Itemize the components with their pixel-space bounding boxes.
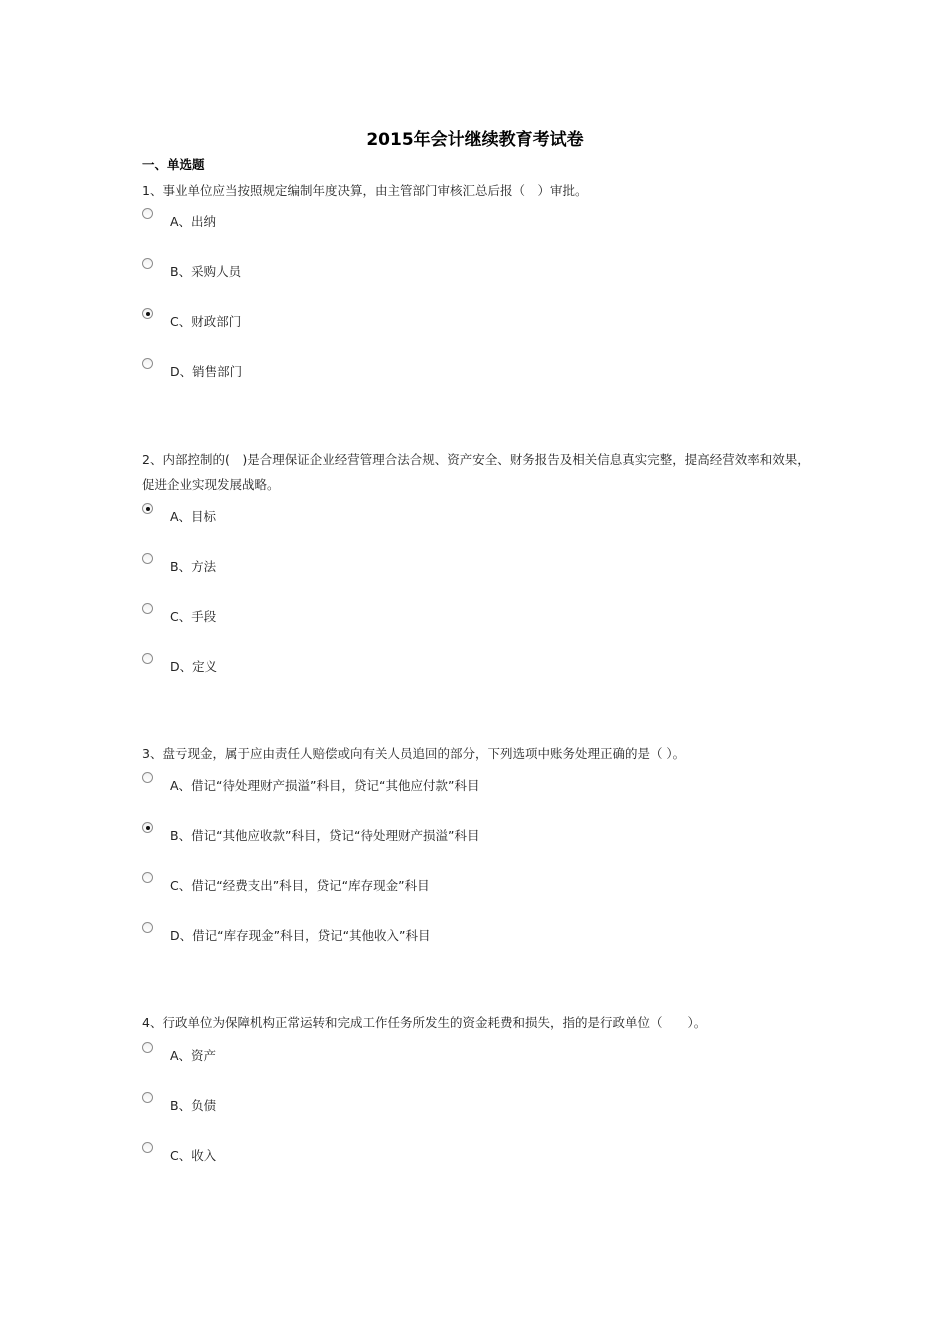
radio-button[interactable] <box>142 603 153 614</box>
option-label: A、出纳 <box>170 214 217 229</box>
question-2-text: 2、内部控制的( )是合理保证企业经营管理合法合规、资产安全、财务报告及相关信息真实完整，提高经营效率和效果，促进企业实现发展战略。 <box>142 452 810 492</box>
section-heading: 一、单选题 <box>142 157 205 172</box>
option-label: A、目标 <box>170 509 217 524</box>
radio-button[interactable] <box>142 1092 153 1103</box>
option-label: A、借记“待处理财产损溢”科目，贷记“其他应付款”科目 <box>170 778 480 793</box>
radio-button[interactable] <box>142 1142 153 1153</box>
question-4-text: 4、行政单位为保障机构正常运转和完成工作任务所发生的资金耗费和损失，指的是行政单位（ ）。 <box>142 1015 707 1030</box>
option-label: C、借记“经费支出”科目，贷记“库存现金”科目 <box>170 878 430 893</box>
radio-button[interactable] <box>142 553 153 564</box>
radio-button[interactable] <box>142 922 153 933</box>
radio-button[interactable] <box>142 872 153 883</box>
question-1-text: 1、事业单位应当按照规定编制年度决算，由主管部门审核汇总后报（ ）审批。 <box>142 183 588 198</box>
option-label: B、负债 <box>170 1098 217 1113</box>
radio-button[interactable] <box>142 822 153 833</box>
radio-button[interactable] <box>142 503 153 514</box>
option-label: A、资产 <box>170 1048 217 1063</box>
option-label: D、销售部门 <box>170 364 243 379</box>
option-label: B、方法 <box>170 559 217 574</box>
option-label: C、手段 <box>170 609 217 624</box>
option-label: C、财政部门 <box>170 314 242 329</box>
option-label: D、借记“库存现金”科目，贷记“其他收入”科目 <box>170 928 431 943</box>
option-label: D、定义 <box>170 659 218 674</box>
radio-button[interactable] <box>142 1042 153 1053</box>
option-label: B、采购人员 <box>170 264 242 279</box>
radio-button[interactable] <box>142 208 153 219</box>
radio-button[interactable] <box>142 308 153 319</box>
option-label: B、借记“其他应收款”科目，贷记“待处理财产损溢”科目 <box>170 828 480 843</box>
exam-title: 2015年会计继续教育考试卷 <box>366 130 584 150</box>
radio-button[interactable] <box>142 258 153 269</box>
radio-button[interactable] <box>142 653 153 664</box>
radio-button[interactable] <box>142 358 153 369</box>
radio-button[interactable] <box>142 772 153 783</box>
question-3-text: 3、盘亏现金，属于应由责任人赔偿或向有关人员追回的部分，下列选项中账务处理正确的是（ ）。 <box>142 746 686 761</box>
option-label: C、收入 <box>170 1148 217 1163</box>
